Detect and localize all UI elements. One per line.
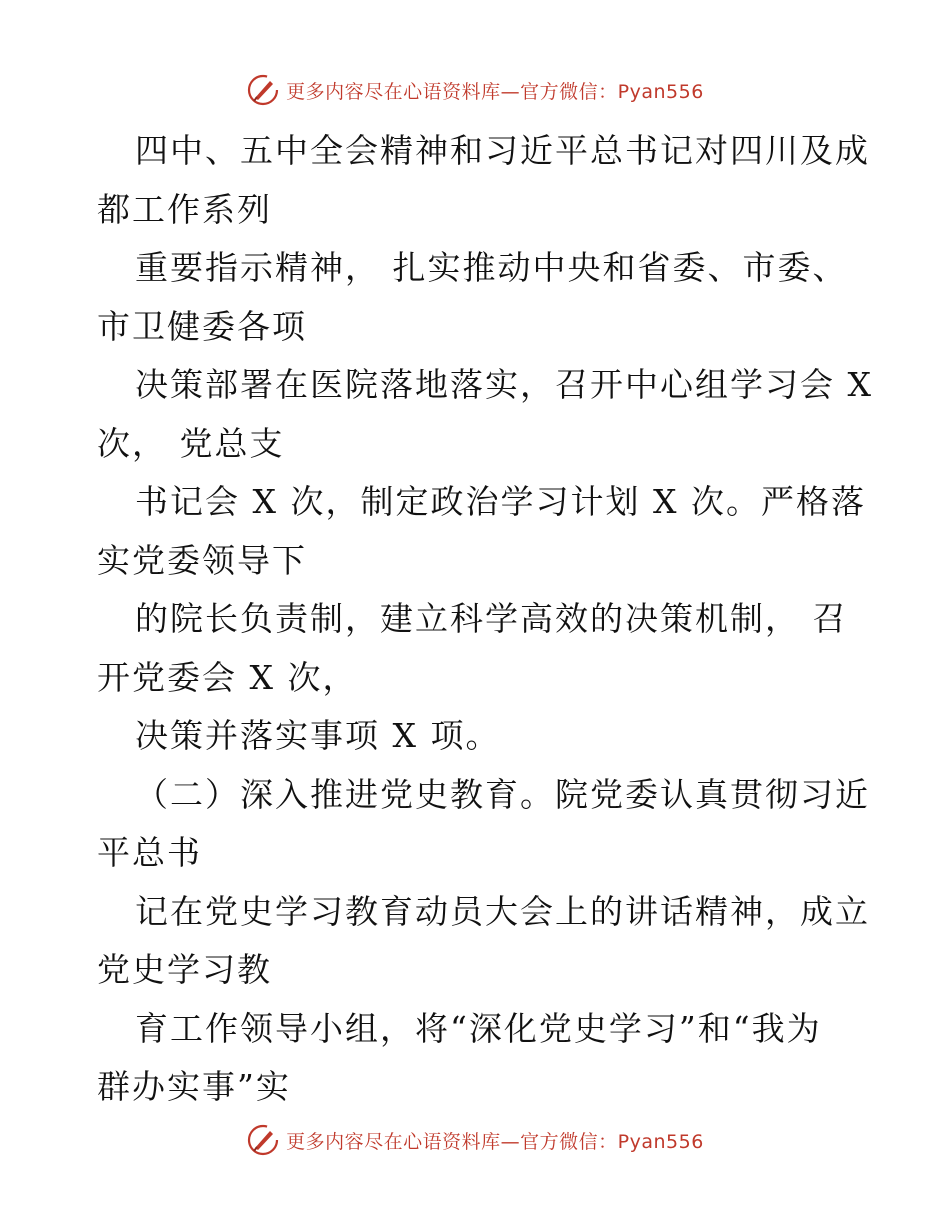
- text-line: 实党委领导下: [97, 540, 307, 580]
- quill-pen-logo-icon: [246, 1123, 280, 1157]
- text-line: 四中、五中全会精神和习近平总书记对四川及成: [135, 131, 870, 170]
- document-body: [97, 122, 873, 1117]
- text-line: 决策部署在医院落地落实，召开中心组学习会 X: [135, 365, 873, 404]
- footer-banner: [0, 1120, 950, 1160]
- text-line: （二）深入推进党史教育。院党委认真贯彻习近: [135, 774, 870, 814]
- text-line: 都工作系列: [97, 189, 272, 229]
- header-banner: [0, 70, 950, 110]
- text-line: 市卫健委各项: [97, 306, 307, 346]
- text-line: 重要指示精神， 扎实推动中央和省委、市委、: [135, 248, 848, 287]
- header-banner-text: 更多内容尽在心语资料库—官方微信：Pyan556: [286, 80, 704, 103]
- text-line: 决策并落实事项 X 项。: [135, 716, 501, 755]
- quill-pen-logo-icon: [246, 73, 280, 107]
- text-line: 次， 党总支: [97, 423, 285, 463]
- text-line: 群办实事”实: [97, 1067, 291, 1106]
- text-line: 党史学习教: [97, 950, 272, 989]
- text-line: 开党委会 X 次，: [97, 657, 358, 697]
- text-line: 育工作领导小组，将“深化党史学习”和“我为: [135, 1008, 822, 1048]
- text-line: 的院长负责制，建立科学高效的决策机制， 召: [135, 599, 848, 638]
- text-line: 平总书: [97, 833, 202, 872]
- text-line: 记在党史学习教育动员大会上的讲话精神，成立: [135, 891, 870, 931]
- footer-banner-text: 更多内容尽在心语资料库—官方微信：Pyan556: [286, 1130, 704, 1153]
- text-line: 书记会 X 次，制定政治学习计划 X 次。严格落: [135, 482, 866, 521]
